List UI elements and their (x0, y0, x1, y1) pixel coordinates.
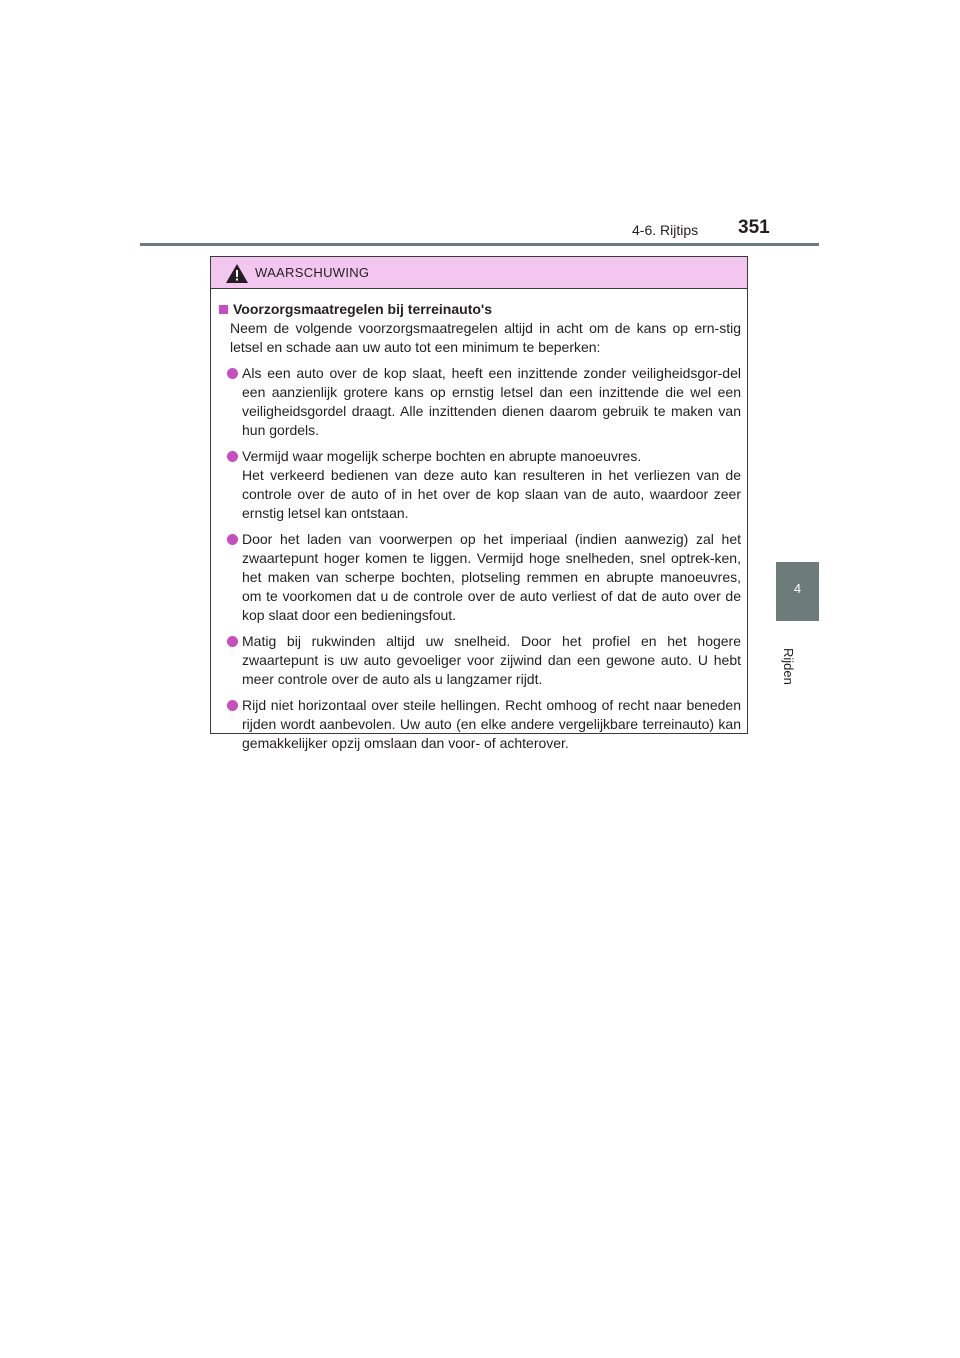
section-title: 4-6. Rijtips (632, 222, 699, 238)
bullet-icon (227, 636, 238, 647)
bullet-icon (227, 700, 238, 711)
bullet-icon (227, 368, 238, 379)
section-heading-text: Voorzorgsmaatregelen bij terreinauto's (233, 301, 493, 317)
list-item-text-continued: Het verkeerd bedienen van deze auto kan resulteren in het verliezen van de controle over de auto of in het over de kop slaan van de auto, waardoor zeer ernstig letsel kan ontstaan. (242, 467, 741, 521)
list-item-text: Als een auto over de kop slaat, heeft een inzittende zonder veiligheidsgor-del een aanzienlijk grotere kans op ernstig letsel dan een inzittende die wel een veiligheidsgordel draagt. Alle inzittenden dienen daarom gebruik te maken van hun gordels. (242, 365, 741, 438)
list-item (219, 632, 741, 689)
list-item-text: Matig bij rukwinden altijd uw snelheid. Door het profiel en het hogere zwaartepunt is uw auto gevoeliger voor zijwind dan een gewone auto. U hebt meer controle over de auto als u langzamer rijdt. (242, 633, 741, 687)
list-item (219, 696, 741, 753)
warning-section (219, 299, 741, 760)
warning-header (211, 257, 747, 289)
warning-box (210, 256, 748, 751)
chapter-label: Rijden (781, 648, 796, 685)
bullet-icon (227, 534, 238, 545)
warning-title: WAARSCHUWING (255, 265, 370, 280)
section-heading (219, 299, 741, 319)
list-item (219, 530, 741, 625)
page-number: 351 (738, 217, 770, 238)
list-item (219, 447, 741, 523)
chapter-number: 4 (793, 581, 802, 596)
chapter-tab (776, 562, 819, 621)
header-divider (140, 243, 819, 246)
square-bullet-icon (219, 305, 228, 314)
intro-text: Neem de volgende voorzorgsmaatregelen altijd in acht om de kans op ern-stig letsel en schade aan uw auto tot een minimum te beperken: (230, 320, 741, 355)
bullet-list (219, 364, 741, 753)
list-item-text: Rijd niet horizontaal over steile hellingen. Recht omhoog of recht naar beneden rijden wordt aanbevolen. Uw auto (en elke andere vergelijkbare terreinauto) kan gemakkelijker opzij omslaan dan voor- of achterover. (242, 697, 741, 751)
bullet-icon (227, 451, 238, 462)
list-item (219, 364, 741, 440)
list-item-text: Door het laden van voorwerpen op het imperiaal (indien aanwezig) zal het zwaartepunt hoger komen te liggen. Vermijd hoge snelheden, snel optrek-ken, het maken van scherpe bochten, plotseling remmen en abrupte manoeuvres, om te voorkomen dat u de controle over de auto verliest of dat de auto over de kop slaat door een bedieningsfout. (242, 531, 741, 623)
warning-triangle-icon (226, 264, 248, 283)
list-item-text: Vermijd waar mogelijk scherpe bochten en abrupte manoeuvres. (242, 448, 642, 464)
